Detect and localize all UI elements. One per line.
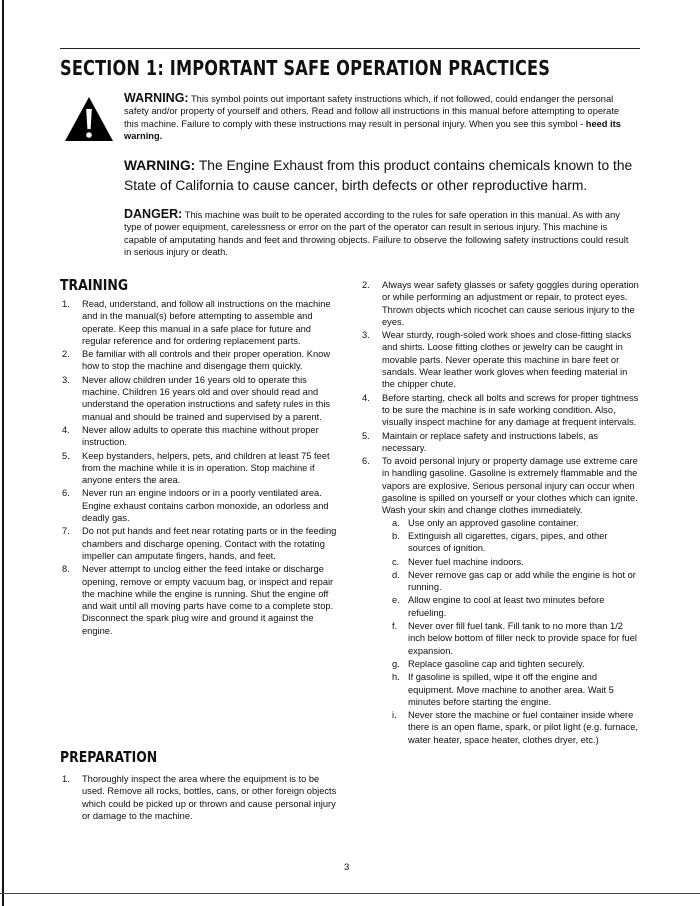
list-item-number: 8.	[62, 564, 70, 575]
list-item-number: 5.	[362, 430, 370, 441]
list-item-text: Use only an approved gasoline container.	[408, 517, 579, 528]
list-item-text: Never store the machine or fuel container inside where there is an open flame, spark, or pilot light (e.g. furnace, water heater, space heater, clothes dryer, etc.)	[408, 710, 638, 745]
list-item-text: Never allow children under 16 years old to operate this machine. Children 16 years old and over should read and understand the operation instructions and safety rules in this manual and should be trained and supervised by a parent.	[82, 374, 331, 422]
page-edge-line	[2, 0, 4, 906]
training-heading: TRAINING	[60, 276, 129, 294]
gasoline-sublist	[382, 517, 642, 746]
top-rule	[60, 48, 640, 49]
training-item	[60, 563, 342, 637]
preparation-item	[60, 773, 342, 822]
gasoline-item	[382, 530, 642, 555]
list-item-number: 6.	[362, 456, 370, 467]
preparation-heading: PREPARATION	[60, 748, 158, 766]
gasoline-item	[382, 594, 642, 619]
list-item-text: Always wear safety glasses or safety goggles during operation or while performing an adjustment or repair, to protect eyes. Thrown objects which ricochet can cause serious injury to the eyes.	[382, 280, 639, 327]
warning-triangle-icon	[64, 96, 114, 142]
training-item	[360, 329, 642, 390]
list-item-number: f.	[392, 621, 398, 632]
list-item-number: 6.	[62, 488, 70, 499]
bottom-rule	[0, 893, 700, 894]
list-item-number: g.	[392, 658, 400, 669]
exhaust-warning-paragraph	[124, 156, 636, 196]
training-item	[60, 450, 342, 487]
gasoline-item	[382, 658, 642, 670]
gasoline-item	[382, 671, 642, 708]
gasoline-item	[382, 569, 642, 594]
list-item-text: Thoroughly inspect the area where the equipment is to be used. Remove all rocks, bottles, cans, or other foreign objects which could be picked up or thrown and cause personal injury or damage to the machine.	[82, 774, 337, 821]
list-item-number: c.	[392, 556, 400, 567]
warning-label: WARNING:	[124, 91, 189, 105]
list-item-number: 7.	[62, 526, 70, 537]
list-item-number: 4.	[62, 424, 70, 435]
list-item-text: Be familiar with all controls and their proper operation. Know how to stop the machine and disengage them quickly.	[82, 349, 331, 372]
exhaust-warning-label: WARNING:	[124, 158, 196, 173]
warning-emphasis: heed its warning.	[124, 118, 621, 142]
training-item	[360, 392, 642, 429]
list-item-number: b.	[392, 530, 400, 541]
list-item-text: If gasoline is spilled, wipe it off the engine and equipment. Move machine to another area. Wait 5 minutes before starting the engine.	[408, 672, 614, 707]
gasoline-item	[382, 620, 642, 657]
section-title: SECTION 1: IMPORTANT SAFE OPERATION PRACTICES	[60, 56, 551, 80]
list-item-text: Never remove gas cap or add while the engine is hot or running.	[408, 569, 636, 593]
list-item-number: d.	[392, 569, 400, 580]
gasoline-item	[382, 556, 642, 568]
list-item-text: To avoid personal injury or property damage use extreme care in handling gasoline. Gasoline is extremely flammable and the vapors are explosive. Serious personal injury can occur when gasoline is spilled on yourself or your clothes which can ignite. Wash your skin and change clothes immediately.	[382, 456, 638, 516]
danger-text: This machine was built to be operated according to the rules for safe operation in this manual. As with any type of power equipment, carelessness or error on the part of the operator can result in serious injury. This machine is capable of amputating hands and feet and throwing objects. Failure to observe the following safety instructions could result in serious injury or death.	[124, 210, 629, 258]
list-item-text: Keep bystanders, helpers, pets, and children at least 75 feet from the machine while it is in operation. Stop machine if anyone enters the area.	[82, 450, 330, 486]
list-item-number: 1.	[62, 299, 70, 309]
list-item-number: 5.	[62, 450, 70, 461]
warning-text: This symbol points out important safety instructions which, if not followed, could endanger the personal safety and/or property of yourself and others. Read and follow all instructions in this manual before attempting to operate this machine. Failure to comply with these instructions may result in personal injury. When you see this symbol -	[124, 94, 620, 129]
training-list	[60, 298, 342, 638]
list-item-text: Read, understand, and follow all instructions on the machine and in the manual(s) before attempting to assemble and operate. Keep this manual in a safe place for future and regular reference and for ordering replacement parts.	[82, 299, 331, 346]
list-item-text: Never run an engine indoors or in a poorly ventilated area. Engine exhaust contains carbon monoxide, an odorless and deadly gas.	[82, 488, 329, 524]
list-item-text: Never allow adults to operate this machine without proper instruction.	[82, 424, 319, 448]
list-item-number: 3.	[362, 330, 370, 341]
list-item-text: Never fuel machine indoors.	[408, 556, 524, 567]
training-item	[360, 279, 642, 328]
list-item-text: Never attempt to unclog either the feed intake or discharge opening, remove or empty vacuum bag, or inspect and repair the machine while the engine is running. Shut the engine off and wait until all moving parts have come to a complete stop. Disconnect the spark plug wire and ground it against the engine.	[82, 564, 334, 636]
list-item-text: Extinguish all cigarettes, cigars, pipes, and other sources of ignition.	[408, 530, 608, 554]
list-item-number: 2.	[62, 349, 70, 360]
training-item	[360, 455, 642, 746]
gasoline-item	[382, 709, 642, 746]
list-item-number: a.	[392, 517, 400, 528]
list-item-number: 4.	[362, 392, 370, 403]
list-item-text: Never over fill fuel tank. Fill tank to no more than 1/2 inch below bottom of filler neck to provide space for fuel expansion.	[408, 621, 637, 656]
list-item-text: Maintain or replace safety and instructions labels, as necessary.	[382, 430, 599, 453]
list-item-text: Before starting, check all bolts and screws for proper tightness to be sure the machine is in safe working condition. Also, visually inspect machine for any damage at frequent intervals.	[382, 392, 639, 428]
training-item	[60, 348, 342, 373]
list-item-text: Allow engine to cool at least two minutes before refueling.	[408, 595, 605, 618]
list-item-number: 1.	[62, 774, 70, 784]
list-item-number: 3.	[62, 374, 70, 385]
danger-label: DANGER:	[124, 207, 183, 221]
preparation-list	[60, 773, 342, 823]
list-item-number: 2.	[362, 280, 370, 290]
training-item	[60, 424, 342, 449]
training-item	[60, 298, 342, 347]
training-list-continued	[360, 279, 642, 747]
page-number: 3	[344, 862, 350, 873]
list-item-text: Wear sturdy, rough-soled work shoes and close-fitting slacks and shirts. Loose fitting clothes or jewelry can be caught in movable parts. Never operate this machine in bare feet or sandals. Wear leather work gloves when feeding material in the chipper chute.	[382, 330, 632, 390]
list-item-number: e.	[392, 595, 400, 606]
gasoline-item	[382, 517, 642, 529]
danger-paragraph	[124, 208, 636, 259]
training-item	[360, 430, 642, 455]
list-item-number: h.	[392, 672, 400, 683]
warning-paragraph	[124, 92, 636, 143]
training-item	[60, 487, 342, 524]
training-item	[60, 374, 342, 423]
list-item-number: i.	[392, 710, 397, 721]
exhaust-warning-text: The Engine Exhaust from this product contains chemicals known to the State of California to cause cancer, birth defects or other reproductive harm.	[124, 158, 633, 193]
training-item	[60, 525, 342, 562]
list-item-text: Do not put hands and feet near rotating parts or in the feeding chambers and discharge opening. Contact with the rotating impeller can amputate fingers, hands, and feet.	[82, 526, 337, 561]
list-item-text: Replace gasoline cap and tighten securely.	[408, 658, 585, 669]
